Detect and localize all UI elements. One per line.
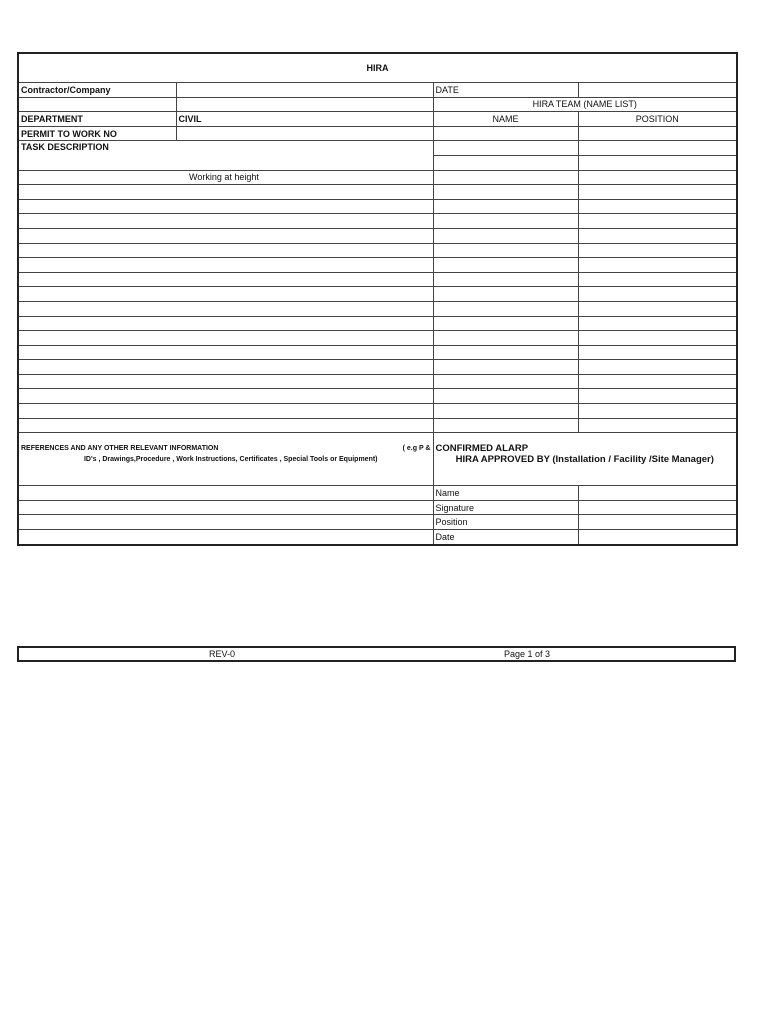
confirmed-alarp: CONFIRMED ALARP (435, 443, 529, 455)
references-row[interactable] (18, 530, 433, 545)
task-row[interactable] (18, 272, 433, 287)
contractor-label: Contractor/Company (18, 83, 176, 98)
team-name-cell[interactable] (433, 389, 578, 404)
task-description-value[interactable]: Working at height (18, 170, 433, 185)
references-row[interactable] (18, 486, 433, 501)
team-name-cell[interactable] (433, 185, 578, 200)
team-position-cell[interactable] (578, 404, 737, 419)
team-position-cell[interactable] (578, 374, 737, 389)
team-name-cell[interactable] (433, 374, 578, 389)
team-name-cell[interactable] (433, 126, 578, 141)
task-row[interactable] (18, 374, 433, 389)
page-number: Page 1 of 3 (504, 649, 551, 659)
name-column-header: NAME (433, 112, 578, 127)
task-row[interactable] (18, 228, 433, 243)
team-position-cell[interactable] (578, 170, 737, 185)
team-name-cell[interactable] (433, 360, 578, 375)
task-row[interactable] (18, 360, 433, 375)
references-section (18, 433, 433, 486)
team-name-cell[interactable] (433, 170, 578, 185)
task-row[interactable] (18, 214, 433, 229)
team-name-cell[interactable] (433, 228, 578, 243)
team-position-cell[interactable] (578, 258, 737, 273)
team-name-cell[interactable] (433, 214, 578, 229)
task-row[interactable] (18, 316, 433, 331)
page-footer (17, 646, 736, 662)
approved-by: HIRA APPROVED BY (Installation / Facility /Site Manager) (455, 454, 714, 466)
team-position-cell[interactable] (578, 301, 737, 316)
approval-name-label: Name (433, 486, 578, 501)
team-position-cell[interactable] (578, 214, 737, 229)
team-position-cell[interactable] (578, 360, 737, 375)
team-position-cell[interactable] (578, 345, 737, 360)
team-name-cell[interactable] (433, 331, 578, 346)
team-position-cell[interactable] (578, 331, 737, 346)
task-row[interactable] (18, 243, 433, 258)
hira-team-header: HIRA TEAM (NAME LIST) (433, 97, 737, 112)
approval-signature-field[interactable] (578, 500, 737, 515)
task-row[interactable] (18, 389, 433, 404)
approval-section (433, 433, 737, 486)
contractor-field[interactable] (176, 83, 433, 98)
task-row[interactable] (18, 258, 433, 273)
team-position-cell[interactable] (578, 243, 737, 258)
team-position-cell[interactable] (578, 316, 737, 331)
team-position-cell[interactable] (578, 287, 737, 302)
approval-name-field[interactable] (578, 486, 737, 501)
task-row[interactable] (18, 418, 433, 433)
permit-field[interactable] (176, 126, 433, 141)
team-name-cell[interactable] (433, 418, 578, 433)
team-position-cell[interactable] (578, 185, 737, 200)
blank-cell[interactable] (18, 97, 176, 112)
references-eg: ( e.g P & (402, 445, 431, 453)
team-name-cell[interactable] (433, 199, 578, 214)
team-name-cell[interactable] (433, 155, 578, 170)
team-position-cell[interactable] (578, 418, 737, 433)
department-field[interactable]: CIVIL (176, 112, 433, 127)
team-position-cell[interactable] (578, 126, 737, 141)
permit-label: PERMIT TO WORK NO (18, 126, 176, 141)
team-name-cell[interactable] (433, 345, 578, 360)
team-name-cell[interactable] (433, 316, 578, 331)
team-name-cell[interactable] (433, 258, 578, 273)
references-row[interactable] (18, 500, 433, 515)
team-position-cell[interactable] (578, 199, 737, 214)
task-row[interactable] (18, 287, 433, 302)
task-row[interactable] (18, 345, 433, 360)
revision-label: REV-0 (209, 649, 236, 659)
team-position-cell[interactable] (578, 155, 737, 170)
task-row[interactable] (18, 404, 433, 419)
task-row[interactable] (18, 331, 433, 346)
approval-position-field[interactable] (578, 515, 737, 530)
approval-position-label: Position (433, 515, 578, 530)
date-field[interactable] (578, 83, 737, 98)
form-title: HIRA (18, 53, 737, 83)
team-position-cell[interactable] (578, 389, 737, 404)
team-name-cell[interactable] (433, 272, 578, 287)
team-name-cell[interactable] (433, 287, 578, 302)
team-name-cell[interactable] (433, 404, 578, 419)
team-name-cell[interactable] (433, 301, 578, 316)
team-position-cell[interactable] (578, 141, 737, 156)
task-row[interactable] (18, 301, 433, 316)
date-label: DATE (433, 83, 578, 98)
approval-signature-label: Signature (433, 500, 578, 515)
task-row[interactable] (18, 185, 433, 200)
team-name-cell[interactable] (433, 141, 578, 156)
references-detail: ID's , Drawings,Procedure , Work Instructions, Certificates , Special Tools or Equipment) (83, 456, 378, 464)
task-row[interactable] (18, 199, 433, 214)
team-name-cell[interactable] (433, 243, 578, 258)
position-column-header: POSITION (578, 112, 737, 127)
department-label: DEPARTMENT (18, 112, 176, 127)
team-position-cell[interactable] (578, 272, 737, 287)
blank-cell[interactable] (176, 97, 433, 112)
team-position-cell[interactable] (578, 228, 737, 243)
approval-date-label: Date (433, 530, 578, 545)
task-description-label: TASK DESCRIPTION (18, 141, 433, 170)
hira-form (17, 52, 738, 546)
approval-date-field[interactable] (578, 530, 737, 545)
references-label: REFERENCES AND ANY OTHER RELEVANT INFORMATION (21, 445, 219, 453)
references-row[interactable] (18, 515, 433, 530)
